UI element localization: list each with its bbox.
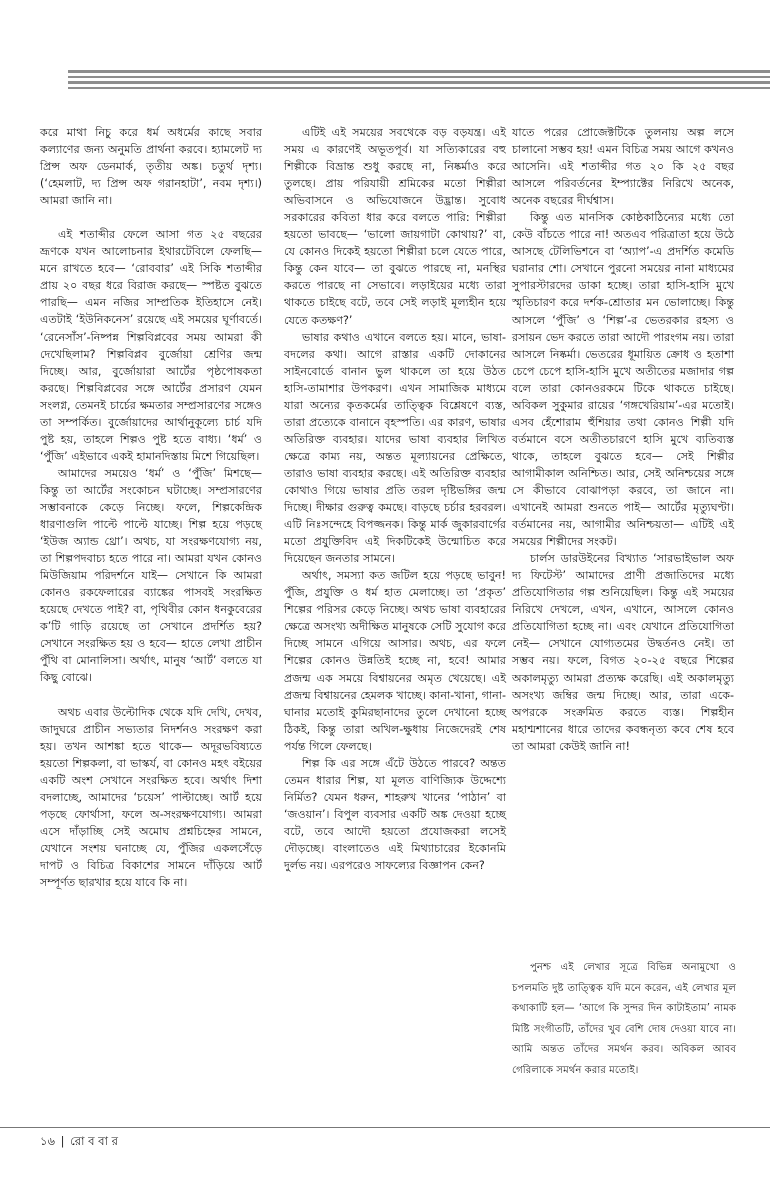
paragraph: এই শতাব্দীর ফেলে আসা গত ২৫ বছরের ভ্রূণকে যখন আলোচনার ইথারটেবিলে ফেলছি— মনে রাখতে হবে— ‘রোববার’ এই সিকি শতাব্দীর প্রায় ২০ বছর ধরে বিরাজ করছে— স্পষ্টত বুঝতে পারছি— এমন নজির সাম্প্রতিক ইতিহাসে নেই। এতটাই ‘ইউনিকনেস’ রয়েছে এই সময়ের ঘূর্ণাবর্তে। ‘রেনেসাঁস’-নিষ্পন্ন শিল্পবিপ্লবের সময় আমরা কী দেখেছিলাম? শিল্পবিপ্লব বুর্জোয়া শ্রেণির জন্ম দিচ্ছে। আর, বুর্জোয়ারা আর্টের পৃষ্ঠপোষকতা করছে। শিল্পবিপ্লবের সঙ্গে আর্টের প্রসারণ যেমন সংলগ্ন, তেমনই চার্চের ক্ষমতার সম্প্রসারণের সঙ্গেও তা সম্পর্কিত। বুর্জোয়াদের আর্থানুকূল্যে চার্চ যদি পুষ্ট হয়, তাহলে শিল্পও পুষ্ট হতে বাধ্য। ‘ধর্ম’ ও ‘পুঁজি’ এইভাবে একই হামানদিস্তায় মিশে গিয়েছিল।	[40, 228, 262, 463]
page-number: ১৬	[40, 1134, 55, 1148]
paragraph: এটিই এই সময়ের সবথেকে বড় বড়যন্ত্র। এই সময় এ কারণেই অভূতপূর্ব। যা সত্যিকারের বহু শিল্পীকে বিভ্রান্ত শুধু করছে না, নিষ্কর্মাও করে তুলছে। প্রায় পরিযায়ী শ্রমিকের মতো শিল্পীরা অভিবাসনে ও অভিযোজনে উদ্ভ্রান্ত। সুবোধ সরকারের কবিতা ধার করে বলতে পারি: শিল্পীরা হয়তো ভাবছে— ‘ভালো জায়গাটা কোথায়?’ বা, যে কোনও দিকেই হয়তো শিল্পীরা চলে যেতে পারে, কিন্তু কেন যাবে— তা বুঝতে পারছে না, মনস্থির করতে পারছে না সেভাবে। লড়াইয়ের মধ্যে তারা থাকতে চাইছে বটে, তবে সেই লড়াই মূল্যহীন হয়ে যেতে কতক্ষণ?’	[284, 126, 506, 327]
article-column-2	[284, 124, 506, 874]
article-column-1	[40, 124, 262, 891]
header-rules	[68, 70, 770, 92]
paragraph: শিল্প কি এর সঙ্গে এঁটে উঠতে পারবে? অন্তত তেমন ধারার শিল্প, যা মূলত বাণিজ্যিক উদ্দেশ্যে নির্মিত? যেমন ধরুন, শাহরুখ খানের ‘পাঠান’ বা ‘জওয়ান’। বিপুল ব্যবসার একটি অঙ্ক দেওয়া হচ্ছে বটে, তবে আদৌ হয়তো প্রযোজকরা লসেই দৌড়চ্ছে। বাংলাতেও এই মিথ্যাচারের ইকোনমি দুর্লভ নয়। এরপরেও সাফল্যের বিজ্ঞাপন কেন?	[284, 756, 506, 873]
article-column-3	[512, 124, 734, 755]
paragraph: অথচ এবার উল্টোদিক থেকে যদি দেখি, দেখব, জাদুঘরে প্রাচীন সভ্যতার নিদর্শনও সংরক্ষণ করা হয়। তখন আশঙ্কা হতে থাকে— অদূরভবিষ্যতে হয়তো শিল্পকলা, বা ভাস্কর্য, বা কোনও মহৎ বইয়ের একটি অংশ সেখানে সংরক্ষিত হবে। অর্থাৎ দিশা বদলাচ্ছে, আমাদের ‘চয়েস’ পাল্টাচ্ছে। আর্ট হয়ে পড়ছে ফোর্থাসা, ফলে অ-সংরক্ষণযোগ্য। আমরা এসে দাঁড়াচ্ছি সেই অমোঘ প্রশ্নচিহ্নের সামনে, যেখানে সংশয় ঘনাচ্ছে যে, পুঁজির একলসেঁড়ে দাপট ও বিচিত্র বিকাশের সামনে দাঁড়িয়ে আর্ট সম্পূর্ণত ছারখার হয়ে যাবে কি না।	[40, 705, 262, 889]
paragraph: ভাষার কথাও এখানে বলতে হয়। মানে, ভাষা-বদলের কথা। আগে রাস্তার একটি দোকানের সাইনবোর্ডে বানান ভুল থাকলে তা হয়ে উঠত হাসি-তামাশার উপকরণ। এখন সামাজিক মাধ্যমে যারা অন্যের কৃতকর্মের তাত্ত্বিক বিশ্লেষণে ব্যস্ত, তারা প্রত্যেকে বানানে বৃহস্পতি। এর কারণ, ভাষার অতিরিক্ত ব্যবহার। যাদের ভাষা ব্যবহার লিখিত ক্ষেত্রে কাম্য নয়, অন্তত মূল্যায়নের প্রেক্ষিতে, তারাও ভাষা ব্যবহার করছে। এই অতিরিক্ত ব্যবহার কোথাও গিয়ে ভাষার প্রতি তরল দৃষ্টিভঙ্গির জন্ম দিচ্ছে। দীক্ষার গুরুত্ব কমছে। বাড়ছে চর্চার হরবরল। এটি নিঃসন্দেহে বিপজ্জনক। কিন্তু মার্ক জুকারবার্গের মতো প্রযুক্তিবিদ এই দিকটিকেই উন্মোচিত করে দিয়েছেন জনতার সামনে।	[284, 330, 506, 566]
postscript-note	[512, 958, 736, 1082]
magazine-name: রো ব বা র	[70, 1134, 118, 1148]
page-footer	[40, 1133, 118, 1149]
footer-divider	[0, 1127, 770, 1128]
paragraph: করে মাথা নিচু করে ধর্ম অধর্মের কাছে সবার কল্যাণের জন্য অনুমতি প্রার্থনা করবে। হ্যামলেট দ্য প্রিন্স অফ ডেনমার্ক, তৃতীয় অঙ্ক। চতুর্থ দৃশ্য। (‘হেমলাট, দ্য প্রিন্স অফ গরানহাটা’, নবম দৃশ্য।) আমরা জানি না।	[40, 126, 262, 208]
footer-separator: |	[60, 1134, 65, 1148]
postscript-text: পুনশ্চ এই লেখার সূত্রে বিভিন্ন অনামুখো ও চপলমতি দুষ্ট তাত্ত্বিক যদি মনে করেন, এই লেখার মূল কথাকাটি হল— ‘আগে কি সুন্দর দিন কাটাইতাম’ নামক মিষ্টি সংগীতটি, তাঁদের খুব বেশি দোষ দেওয়া যাবে না। আমি অন্তত তাঁদের সমর্থন করব। অবিকল আবব গেরিলাকে সমর্থন করার মতোই।	[512, 962, 736, 1076]
paragraph: চার্লস ডারউইনের বিখ্যাত ‘সারভাইভাল অফ দ্য ফিটেস্ট’ আমাদের প্রাণী প্রজাতিদের মধ্যে প্রতিযোগিতার গল্প শুনিয়েছিল। কিন্তু এই সময়ের নিরিখে দেখলে, এখন, এখানে, আসলে কোনও প্রতিযোগিতা হচ্ছে না। এবং যেখানে প্রতিযোগিতা নেই— সেখানে যোগ্যতমের উদ্বর্তনও নেই। তা সম্ভব নয়। ফলে, বিগত ২০-২৫ বছরে শিল্পের অকালমৃত্যু আমরা প্রত্যক্ষ করেছি। এই অকালমৃত্যু অসংখ্য জম্বির জন্ম দিচ্ছে। আর, তারা একে-অপরকে সংক্রমিত করতে ব্যস্ত। শিল্পহীন মহাশ্মশানের ধারে তাদের কবন্ধনৃত্য কবে শেষ হবে তা আমরা কেউই জানি না!	[512, 552, 734, 753]
paragraph: অর্থাৎ, সমস্যা কত জটিল হয়ে পড়ছে ভাবুন! পুঁজি, প্রযুক্তি ও ধর্ম হাত মেলাচ্ছে। তা ‘প্রকৃত’ শিল্পের পরিসর কেড়ে নিচ্ছে। অথচ ভাষা ব্যবহারের ক্ষেত্রে অসংখ্য অদীক্ষিত মানুষকে সেটি সুযোগ করে দিচ্ছে সামনে এগিয়ে আসার। অথচ, এর ফলে শিল্পের কোনও উন্নতিই হচ্ছে না, হবে! আমার প্রজন্ম এক সময়ে বিশ্বায়নের অমৃত খেয়েছে। এই প্রজন্ম বিশ্বায়নের হেমলক খাচ্ছে। কানা-খানা, গানা-ঘানার মতোই কুমিরছানাদের তুলে দেখানো হচ্ছে ঠিকই, কিন্তু তারা অখিল-ক্ষুধায় নিজেদেরই শেষ পর্যন্ত গিলে ফেলছে।	[284, 569, 506, 753]
paragraph: কিন্তু এত মানসিক কোষ্ঠকাঠিন্যের মধ্যে তো কেউ বাঁচতে পারে না! অতএব পরিত্রাতা হয়ে উঠে আসছে টেলিভিশনে বা ‘অ্যাপ’-এ প্রদর্শিত কমেডি ঘরানার শো। সেখানে পুরনো সময়ের নানা মাধ্যমের সুপারস্টারদের ডাকা হচ্ছে। তারা হাসি-হাসি মুখে স্মৃতিচারণ করে দর্শক-শ্রোতার মন ভোলাচ্ছে। কিন্তু আসলে ‘পুঁজি’ ও ‘শিল্প’-র ভেতরকার রহস্য ও রসায়ন ভেদ করতে তারা আদৌ পারংগম নয়। তারা আসলে নিষ্কর্মা। ভেতরের ধূমায়িত ক্রোধ ও হতাশা চেপে চেপে হাসি-হাসি মুখে অতীতের মজাদার গল্প বলে তারা কোনওরকমে টিকে থাকতে চাইছে। অবিকল সুকুমার রায়ের ‘গঙ্গখেরিয়াম’-এর মতোই। এসব হেঁশোরাম হুঁশিয়ার তথা কোনও শিল্পী যদি বর্তমানে বসে অতীতচারণে হাসি মুখে ব্যতিব্যস্ত থাকে, তাহলে বুঝতে হবে— সেই শিল্পীর আগামীকাল অনিশ্চিত। আর, সেই অনিশ্চয়ের সঙ্গে সে কীভাবে বোঝাপড়া করবে, তা জানে না। এখানেই আমরা শুনতে পাই— আর্টের মৃত্যুঘণ্টা। বর্তমানের নয়, আগামীর অনিশ্চয়তা— এটিই এই সময়ের শিল্পীদের সংকট।	[512, 211, 734, 549]
paragraph: আমাদের সময়েও ‘ধর্ম’ ও ‘পুঁজি’ মিশছে— কিন্তু তা আর্টের সংকোচন ঘটাচ্ছে। সম্প্রসারণের সম্ভাবনাকে কেড়ে নিচ্ছে। ফলে, শিল্পকেন্দ্রিক ধারণাগুলি পাল্টে পাল্টে যাচ্ছে। শিল্প হয়ে পড়ছে ‘ইউজ অ্যান্ড থ্রো’। অথচ, যা সংরক্ষণযোগ্য নয়, তা শিল্পপদবাচ্য হতে পারে না। আমরা যখন কোনও মিউজিয়াম পরিদর্শনে যাই— সেখানে কি আমরা কোনও রকফেলারের ব্যাঙ্কের পাসবই সংরক্ষিত হয়েছে দেখতে পাই? বা, পৃথিবীর কোন ধনকুবেরের ক’টি গাড়ি রয়েছে তা সেখানে প্রদর্শিত হয়? সেখানে সংরক্ষিত হয় ও হবে— হাতে লেখা প্রাচীন পুঁথি বা মোনালিসা। অর্থাৎ, মানুষ ‘আর্ট’ বলতে যা কিছু বোঝে।	[40, 466, 262, 685]
paragraph: যাতে পরের প্রোজেক্টটিকে তুলনায় অল্প লসে চালানো সম্ভব হয়! এমন বিচিত্র সময় আগে কখনও আসেনি। এই শতাব্দীর গত ২০ কি ২৫ বছর আসলে পরিবর্তনের ইম্প্যাক্টের নিরিখে অনেক, অনেক বছরের দীর্ঘশ্বাস।	[512, 126, 734, 208]
